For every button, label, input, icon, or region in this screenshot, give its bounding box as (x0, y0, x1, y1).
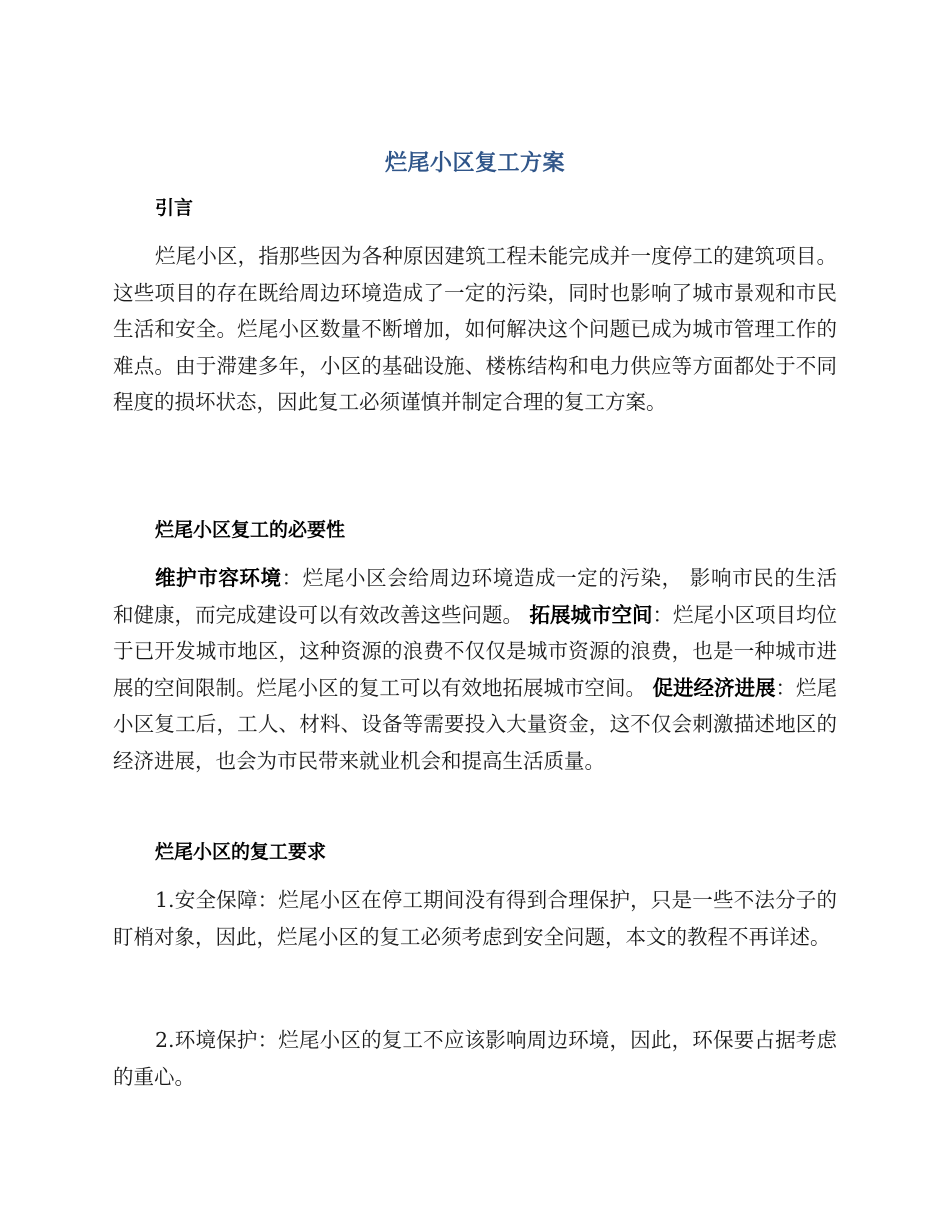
document-title: 烂尾小区复工方案 (384, 151, 565, 176)
necessity-term-1: 维护市容环境 (155, 566, 282, 590)
necessity-sep-1: ： (281, 566, 303, 590)
necessity-text-3: 烂尾小区复工后，工人、材料、设备等需要投入大量资金，这不仅会刺激描述地区的经济进展，也会为市民带来就业机会和提高生活质量。 (113, 675, 838, 773)
requirement-item-2: 2.环境保护：烂尾小区的复工不应该影响周边环境，因此，环保要占据考虑的重心。 (113, 1028, 837, 1089)
intro-heading: 引言 (155, 197, 194, 219)
necessity-heading: 烂尾小区复工的必要性 (155, 519, 346, 541)
necessity-text-2: 烂尾小区项目均位于已开发城市地区，这种资源的浪费不仅仅是城市资源的浪费，也是一种城市进展的空间限制。烂尾小区的复工可以有效地拓展城市空间。 (113, 602, 838, 700)
necessity-term-3: 促进经济进展 (652, 675, 776, 700)
necessity-paragraph (113, 560, 837, 780)
necessity-sep-3: ： (775, 675, 797, 700)
necessity-sep-2: ： (652, 602, 674, 627)
requirements-heading: 烂尾小区的复工要求 (155, 841, 327, 863)
necessity-term-2: 拓展城市空间 (529, 602, 653, 627)
intro-paragraph: 烂尾小区，指那些因为各种原因建筑工程未能完成并一度停工的建筑项目。这些项目的存在既给周边环境造成了一定的污染，同时也影响了城市景观和市民生活和安全。烂尾小区数量不断增加，如何解决这个问题已成为城市管理工作的难点。由于滞建多年，小区的基础设施、楼栋结构和电力供应等方面都处于不同程度的损坏状态，因此复工必须谨慎并制定合理的复工方案。 (113, 244, 837, 415)
necessity-text-1: 烂尾小区会给周边环境造成一定的污染， 影响市民的生活和健康，而完成建设可以有效改善这些问题。 (113, 566, 838, 627)
requirement-item-1: 1.安全保障：烂尾小区在停工期间没有得到合理保护，只是一些不法分子的盯梢对象，因此，烂尾小区的复工必须考虑到安全问题，本文的教程不再详述。 (113, 888, 837, 949)
